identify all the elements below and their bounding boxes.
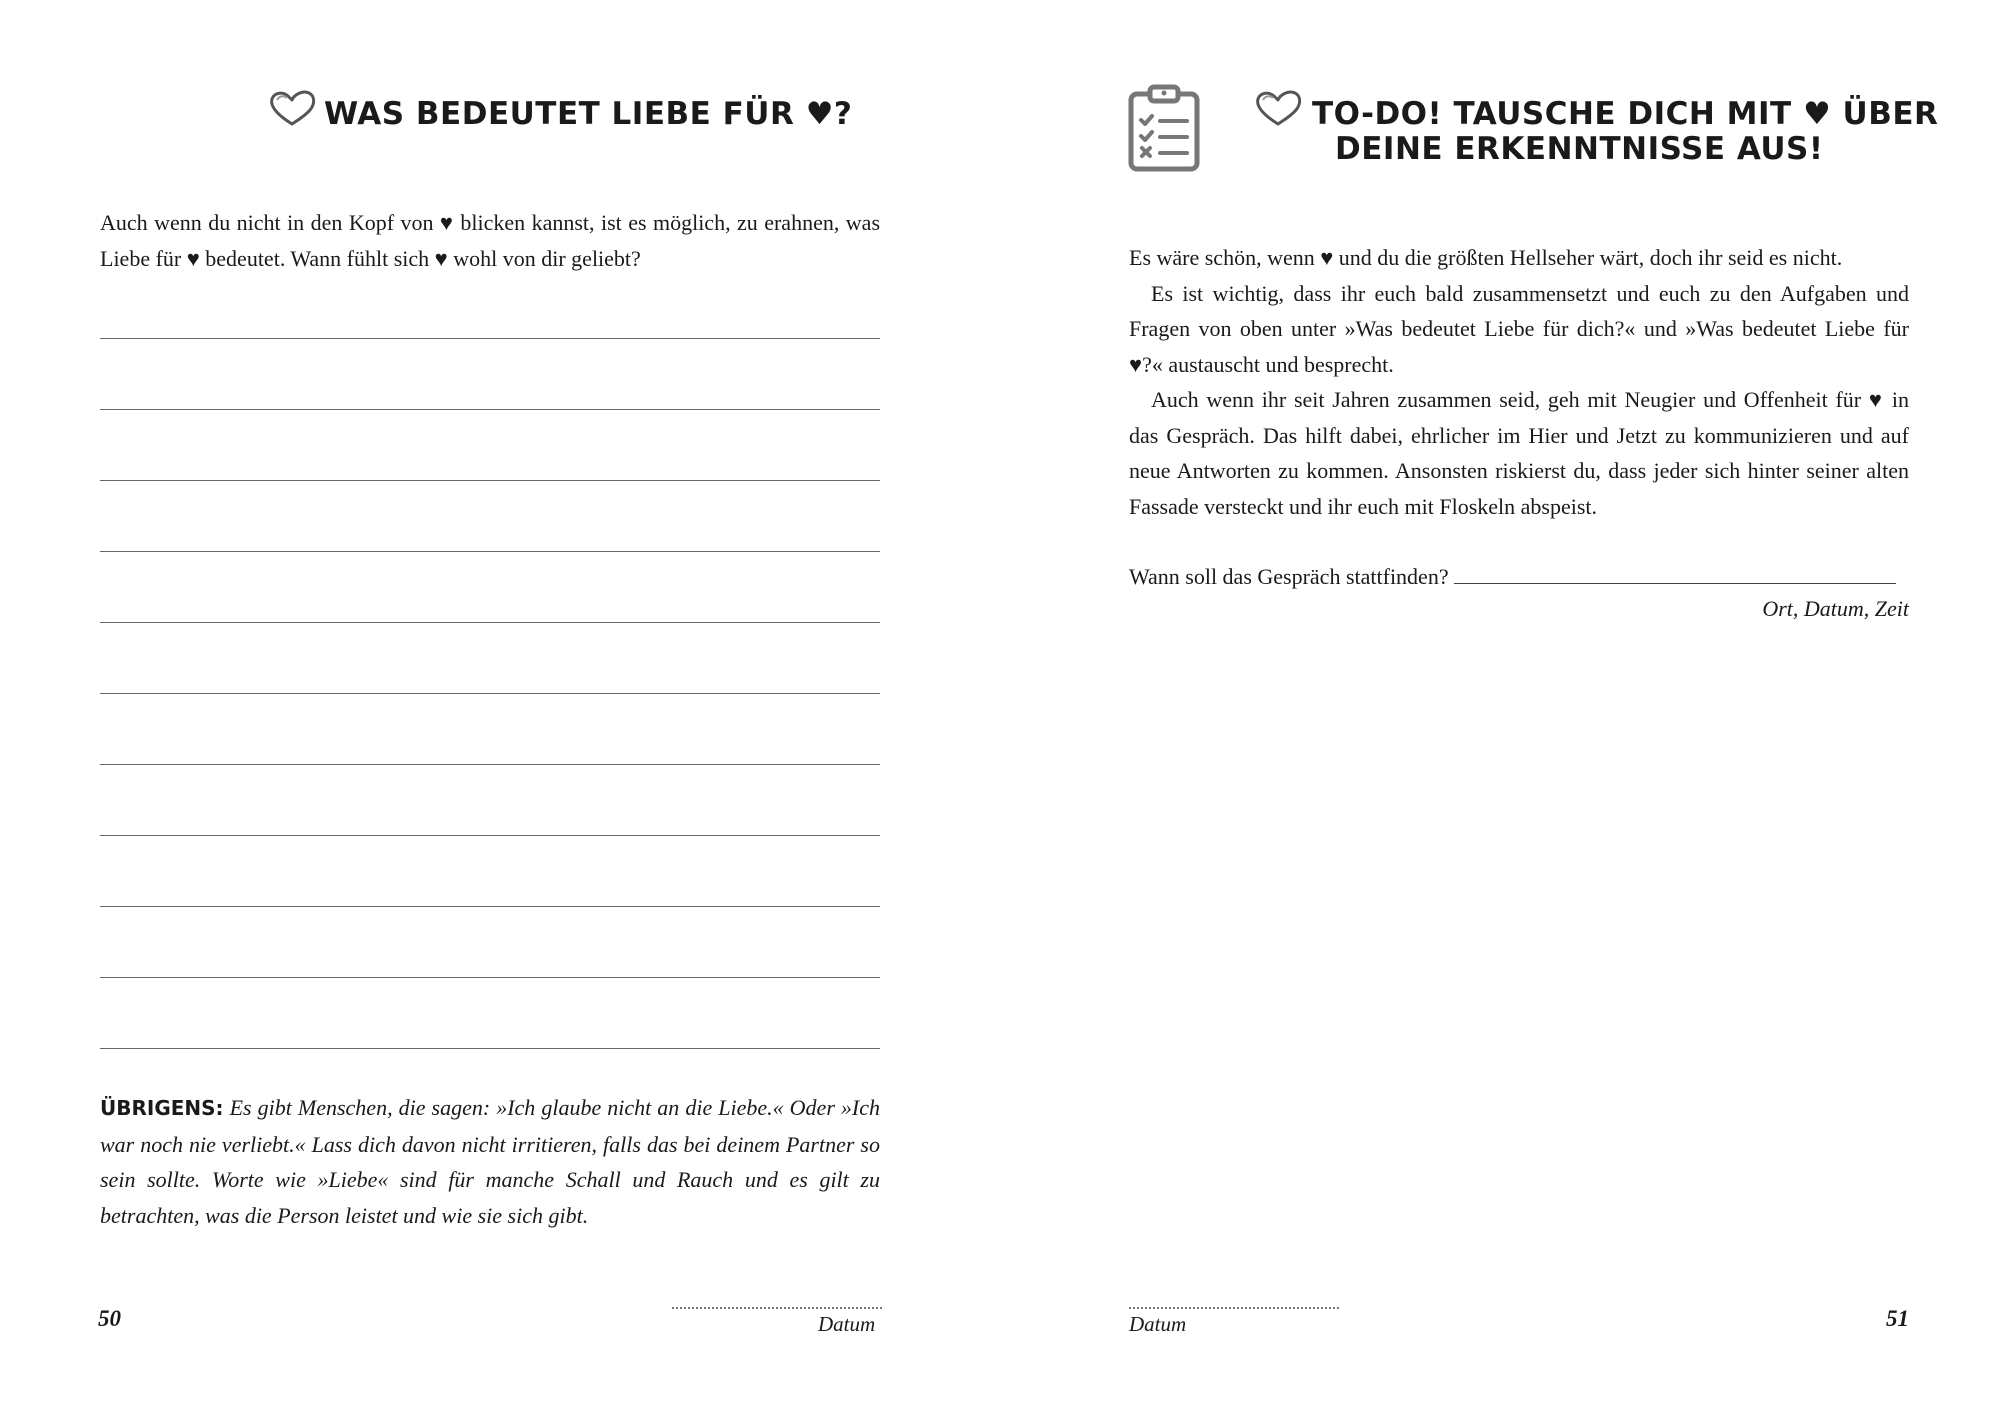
page-heading-line-2: DEINE ERKENNTNISSE AUS! xyxy=(1335,131,1824,167)
question-text: Wann soll das Gespräch stattfinden? xyxy=(1129,564,1449,589)
clipboard-checklist-icon xyxy=(1128,84,1200,172)
right-page xyxy=(1000,0,2000,1411)
writing-line[interactable] xyxy=(100,693,880,694)
answer-field[interactable] xyxy=(1454,565,1896,584)
page-number: 50 xyxy=(98,1306,121,1331)
intro-text: Auch wenn du nicht in den Kopf von ♥ blicken kannst, ist es möglich, zu erahnen, was Liebe für ♥ bedeutet. Wann fühlt sich ♥ wohl von dir geliebt? xyxy=(100,210,880,271)
writing-line[interactable] xyxy=(100,764,880,765)
writing-line[interactable] xyxy=(100,622,880,623)
page-number: 51 xyxy=(1886,1306,1909,1331)
paragraph: Es wäre schön, wenn ♥ und du die größten Hellseher wärt, doch ihr seid es nicht. xyxy=(1129,245,1843,270)
writing-line[interactable] xyxy=(100,409,880,410)
body-text xyxy=(1129,240,1909,524)
paragraph: Auch wenn ihr seit Jahren zusammen seid, geh mit Neugier und Offenheit für ♥ in das Gespräch. Das hilft dabei, ehrlicher im Hier und Jetzt zu kommunizieren und auf neue Antworten zu kommen. Ansonsten riskierst du, dass jeder sich hinter seiner alten Fassade versteckt und ihr euch mit Floskeln abspeist. xyxy=(1129,387,1909,519)
note-block xyxy=(100,1090,880,1233)
writing-line[interactable] xyxy=(100,906,880,907)
note-label: ÜBRIGENS: xyxy=(100,1096,224,1120)
note-text: Es gibt Menschen, die sagen: »Ich glaube nicht an die Liebe.« Oder »Ich war noch nie verliebt.« Lass dich davon nicht irritieren, falls das bei deinem Partner so sein sollte. Worte wie »Liebe« sind für manche Schall und Rauch und es gilt zu betrachten, was die Person leistet und wie sie sich gibt. xyxy=(100,1095,881,1228)
heart-outline-icon xyxy=(1254,90,1302,128)
date-label: Datum xyxy=(818,1312,876,1336)
page-heading: WAS BEDEUTET LIEBE FÜR ♥? xyxy=(324,96,853,132)
page-heading-line-1: TO-DO! TAUSCHE DICH MIT ♥ ÜBER xyxy=(1312,96,1939,132)
heart-outline-icon xyxy=(268,90,316,128)
writing-line[interactable] xyxy=(100,835,880,836)
date-label: Datum xyxy=(1129,1312,1187,1336)
writing-line[interactable] xyxy=(100,338,880,339)
writing-line[interactable] xyxy=(100,1048,880,1049)
writing-line[interactable] xyxy=(100,480,880,481)
paragraph: Es ist wichtig, dass ihr euch bald zusammensetzt und euch zu den Aufgaben und Fragen von oben unter »Was bedeutet Liebe für dich?« und »Was bedeutet Liebe für ♥?« austauscht und besprecht. xyxy=(1129,280,1909,377)
date-field[interactable] xyxy=(1129,1307,1339,1309)
date-field[interactable] xyxy=(672,1307,882,1309)
question-row xyxy=(1129,559,1909,595)
answer-caption: Ort, Datum, Zeit xyxy=(1762,596,1909,621)
writing-line[interactable] xyxy=(100,977,880,978)
writing-line[interactable] xyxy=(100,551,880,552)
